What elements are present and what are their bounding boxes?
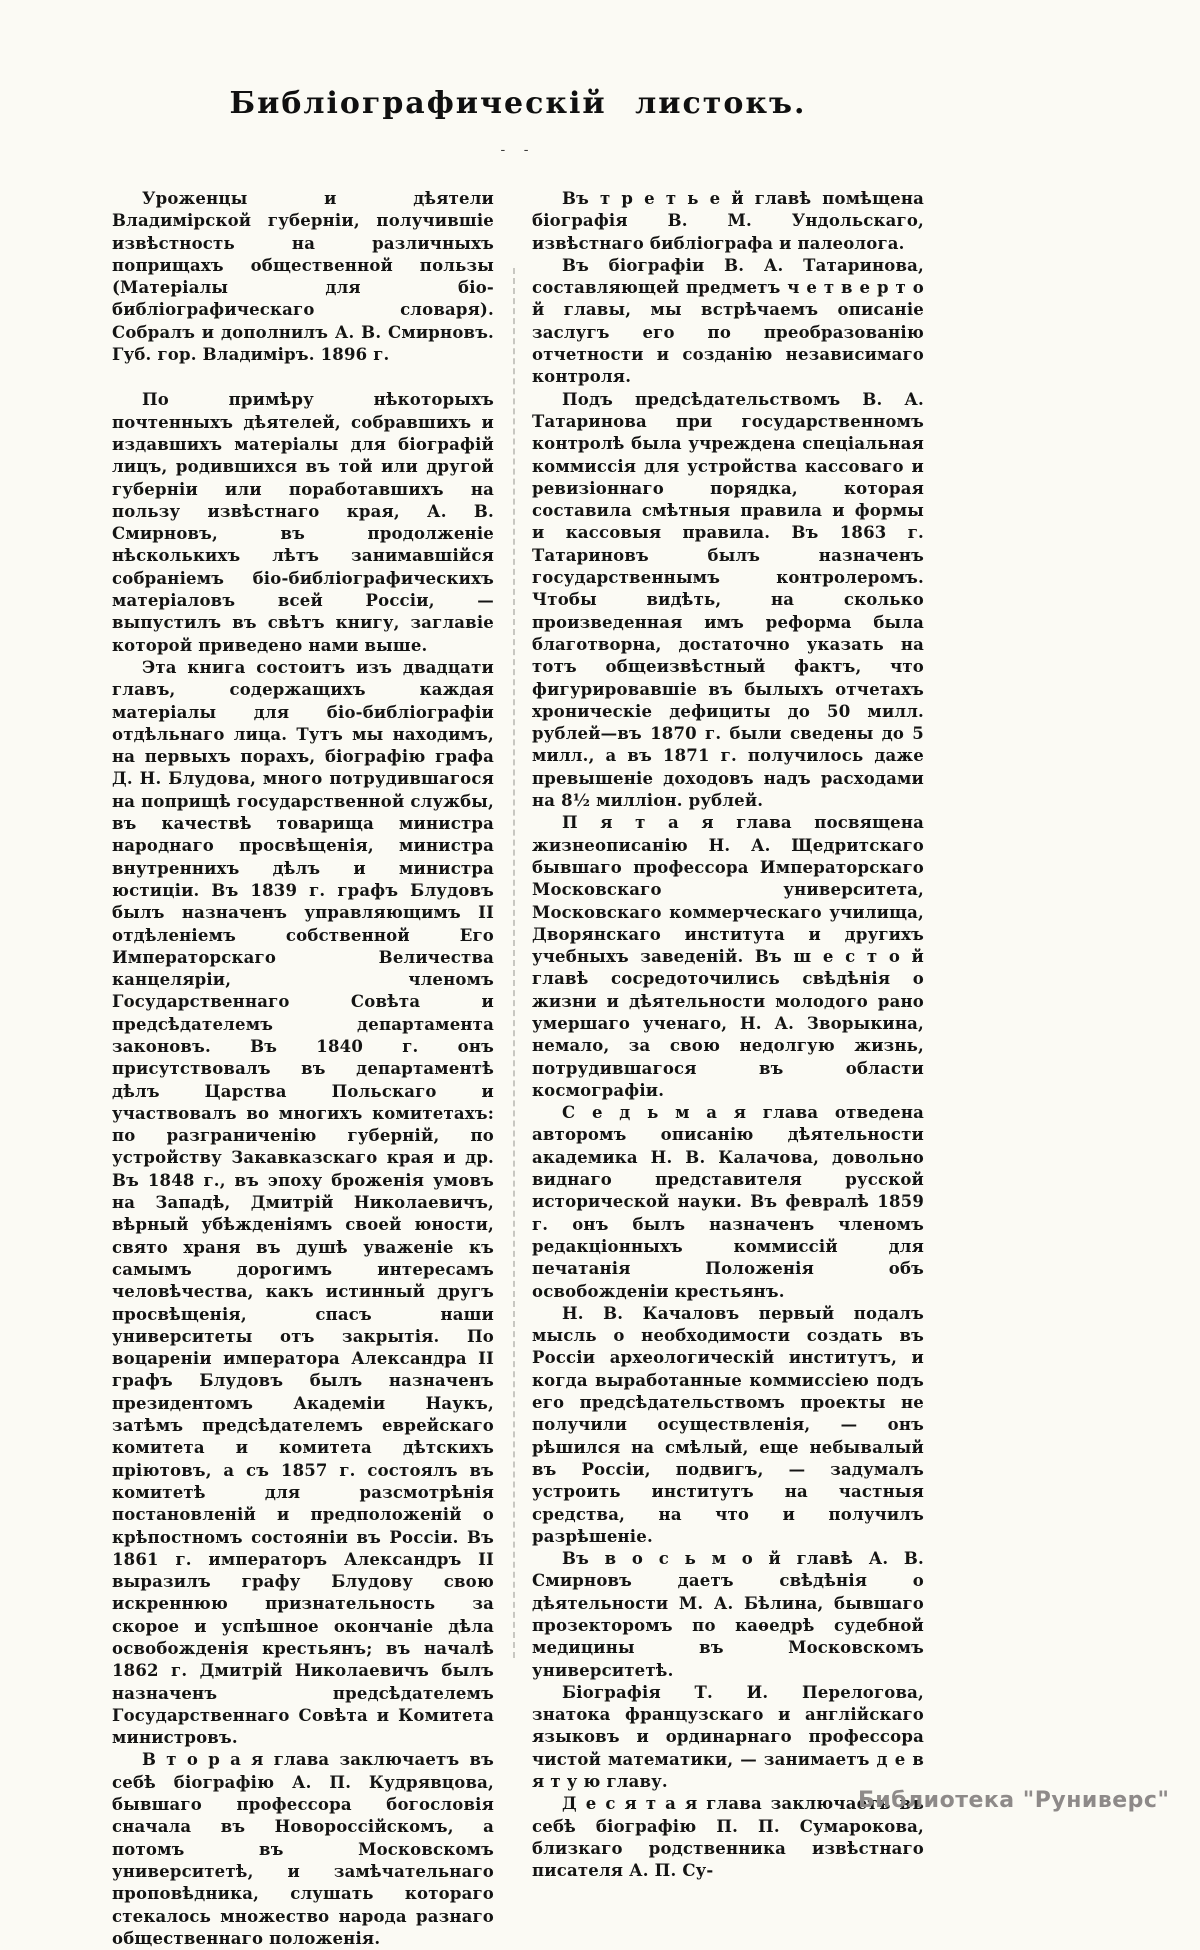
paragraph: Въ в о с ь м о й главѣ А. В. Смирновъ даетъ свѣдѣнія о дѣятельности М. А. Бѣлина, бывшаго прозекторомъ по каѳедрѣ судебной медицины въ Московскомъ университетѣ. [532,1549,924,1680]
paragraph: Въ біографіи В. А. Татаринова, составляющей предметъ ч е т в е р т о й главы, мы встрѣчаемъ описаніе заслугъ его по преобразованію отчетности и созданію независимаго контроля. [532,255,924,387]
page-title: Библіографическій листокъ. [229,86,807,121]
watermark: Библиотека "Руниверс" [858,1788,1170,1813]
left-column [112,188,494,1950]
paragraph: По примѣру нѣкоторыхъ почтенныхъ дѣятелей, собравшихъ и издавшихъ матеріалы для біографій лицъ, родившихся въ той или другой губерніи или поработавшихъ на пользу извѣстнаго края, А. В. Смирновъ, въ продолженіе нѣсколькихъ лѣтъ занимавшійся собраніемъ біо-библіографическихъ матеріаловъ всей Россіи, — выпустилъ въ свѣтъ книгу, заглавіе которой приведено нами выше. [112,390,494,655]
title-ornament: - - [500,142,536,158]
right-column [532,188,924,1883]
paragraph: Д е с я т а я глава заключаетъ въ себѣ біографію П. П. Сумарокова, близкаго родственника извѣстнаго писателя А. П. Су- [532,1794,924,1881]
paragraph: П я т а я глава посвящена жизнеописанію Н. А. Щедритскаго бывшаго профессора Императорскаго Московскаго университета, Московскаго коммерческаго училища, Дворянскаго института и другихъ учебныхъ заведеній. Въ ш е с т о й главѣ сосредоточились свѣдѣнія о жизни и дѣятельности молодого рано умершаго ученаго, Н. А. Зворыкина, немало, за свою недолгую жизнь, потрудившагося въ области космографіи. [532,813,924,1100]
paragraph: С е д ь м а я глава отведена авторомъ описанію дѣятельности академика Н. В. Калачова, довольно виднаго представителя русской исторической науки. Въ февралѣ 1859 г. онъ былъ назначенъ членомъ редакціонныхъ коммиссій для печатанія Положенія объ освобожденіи крестьянъ. [532,1103,924,1301]
paragraph: Біографія Т. И. Перелогова, знатока французскаго и англійскаго языковъ и ординарнаго профессора чистой математики, — занимаетъ д е в я т у ю главу. [532,1682,924,1792]
paragraph: Эта книга состоитъ изъ двадцати главъ, содержащихъ каждая матеріалы для біо-библіографіи отдѣльнаго лица. Тутъ мы находимъ, на первыхъ порахъ, біографію графа Д. Н. Блудова, много потрудившагося на поприщѣ государственной службы, въ качествѣ товарища министра народнаго просвѣщенія, министра внутреннихъ дѣлъ и министра юстиціи. Въ 1839 г. графъ Блудовъ былъ назначенъ управляющимъ II отдѣленіемъ собственной Его Императорскаго Величества канцеляріи, членомъ Государственнаго Совѣта и предсѣдателемъ департамента законовъ. Въ 1840 г. онъ присутствовалъ въ департаментѣ дѣлъ Царства Польскаго и участвовалъ во многихъ комитетахъ: по разграниченію губерній, по устройству Закавказскаго края и др. Въ 1848 г., въ эпоху броженія умовъ на Западѣ, Дмитрій Николаевичъ, вѣрный убѣжденіямъ своей юности, свято храня въ душѣ уваженіе къ самымъ дорогимъ интересамъ человѣчества, какъ истинный другъ просвѣщенія, спасъ наши университеты отъ закрытія. По воцареніи императора Александра II графъ Блудовъ былъ назначенъ президентомъ Академіи Наукъ, затѣмъ предсѣдателемъ еврейскаго комитета и комитета дѣтскихъ пріютовъ, а съ 1857 г. состоялъ въ комитетѣ для разсмотрѣнія постановленій и предположеній о крѣпостномъ состояніи въ Россіи. Въ 1861 г. императоръ Александръ II выразилъ графу Блудову свою искреннюю признательность за скорое и успѣшное окончаніе дѣла освобожденія крестьянъ; въ началѣ 1862 г. Дмитрій Николаевичъ былъ назначенъ предсѣдателемъ Государственнаго Совѣта и Комитета министровъ. [112,657,494,1748]
paragraph: Уроженцы и дѣятели Владимірской губерніи, получившіе извѣстность на различныхъ поприщахъ общественной пользы (Матеріалы для біо-библіографическаго словаря). Собралъ и дополнилъ А. В. Смирновъ. Губ. гор. Владиміръ. 1896 г. [112,189,494,365]
paragraph: Н. В. Качаловъ первый подалъ мысль о необходимости создать въ Россіи археологическій институтъ, и когда выработанные коммиссіею подъ его предсѣдательствомъ проекты не получили осуществленія, — онъ рѣшился на смѣлый, еще небывалый въ Россіи, подвигъ, — задумалъ устроить институтъ на частныя средства, на что и получилъ разрѣшеніе. [532,1303,924,1546]
paragraph: В т о р а я глава заключаетъ въ себѣ біографію А. П. Кудрявцова, бывшаго профессора богословія сначала въ Новороссійскомъ, а потомъ въ Московскомъ университетѣ, и замѣчательнаго проповѣдника, слушать котораго стекалось множество народа разнаго общественнаго положенія. [112,1750,494,1948]
paragraph: Въ т р е т ь е й главѣ помѣщена біографія В. М. Ундольскаго, извѣстнаго библіографа и палеолога. [532,189,924,253]
paragraph: Подъ предсѣдательствомъ В. А. Татаринова при государственномъ контролѣ была учреждена спеціальная коммиссія для устройства кассоваго и ревизіоннаго порядка, которая составила смѣтныя правила и формы и кассовыя правила. Въ 1863 г. Татариновъ былъ назначенъ государственнымъ контролеромъ. Чтобы видѣть, на сколько произведенная имъ реформа была благотворна, достаточно указать на тотъ общеизвѣстный фактъ, что фигурировавшіе въ былыхъ отчетахъ хроническіе дефициты до 50 милл. рублей—въ 1870 г. были сведены до 5 милл., а въ 1871 г. получилось даже превышеніе доходовъ надъ расходами на 8½ милліон. рублей. [532,389,924,811]
column-divider [513,268,515,1658]
